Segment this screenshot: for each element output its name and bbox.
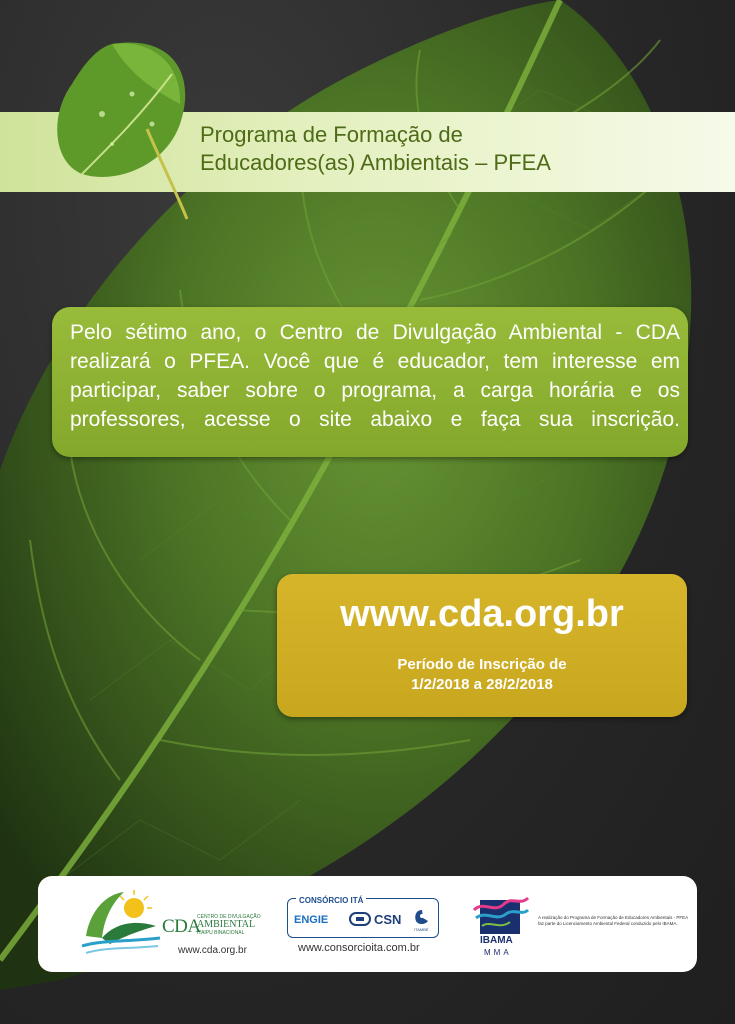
cda-logo-icon (76, 886, 166, 960)
ibama-logo-text: IBAMA (480, 935, 513, 946)
info-line-3: participar, saber sobre o programa, a carga horária e os (70, 379, 680, 402)
info-line-2: realizará o PFEA. Você que é educador, tem interesse em (70, 350, 680, 373)
consorcio-url[interactable]: www.consorcioita.com.br (298, 942, 420, 954)
cda-sub-line-2: AMBIENTAL (197, 919, 256, 930)
small-leaf-icon (52, 34, 202, 224)
info-line-4: professores, acesse o site abaixo e faça sua inscrição. (70, 408, 680, 431)
consorcio-ita-label: CONSÓRCIO ITÁ (296, 896, 366, 905)
engie-logo-text: ENGIE (294, 914, 329, 926)
registration-period (277, 655, 687, 695)
program-title-line-1: Programa de Formação de (200, 122, 463, 147)
cda-logo-text: CDA (162, 916, 201, 937)
info-paragraph (70, 318, 680, 434)
disclaimer-line-1: A realização do Programa de Formação de Educadores Ambientais - PFEA (538, 915, 689, 920)
program-title (200, 121, 680, 177)
licensing-disclaimer (538, 915, 690, 927)
csn-logo-text: CSN (374, 912, 402, 927)
mma-logo-text: MMA (484, 948, 512, 957)
website-url[interactable]: www.cda.org.br (340, 593, 624, 635)
registration-period-label: Período de Inscrição de (397, 656, 567, 673)
disclaimer-line-2: faz parte do Licenciamento Ambiental Federal conduzido pelo IBAMA. (538, 921, 678, 926)
itambe-logo-text: ITAMBÉ (414, 927, 429, 932)
program-title-line-2: Educadores(as) Ambientais – PFEA (200, 150, 551, 175)
registration-period-dates: 1/2/2018 a 28/2/2018 (411, 676, 553, 693)
csn-icon (349, 912, 371, 926)
cda-sub-line-1: CENTRO DE DIVULGAÇÃO (197, 914, 261, 920)
cda-logo-subtitle (197, 914, 267, 936)
info-line-1: Pelo sétimo ano, o Centro de Divulgação Ambiental - CDA (70, 321, 680, 344)
cda-sub-line-3: ITAIPU BINACIONAL (197, 930, 245, 936)
cda-url[interactable]: www.cda.org.br (178, 945, 247, 956)
